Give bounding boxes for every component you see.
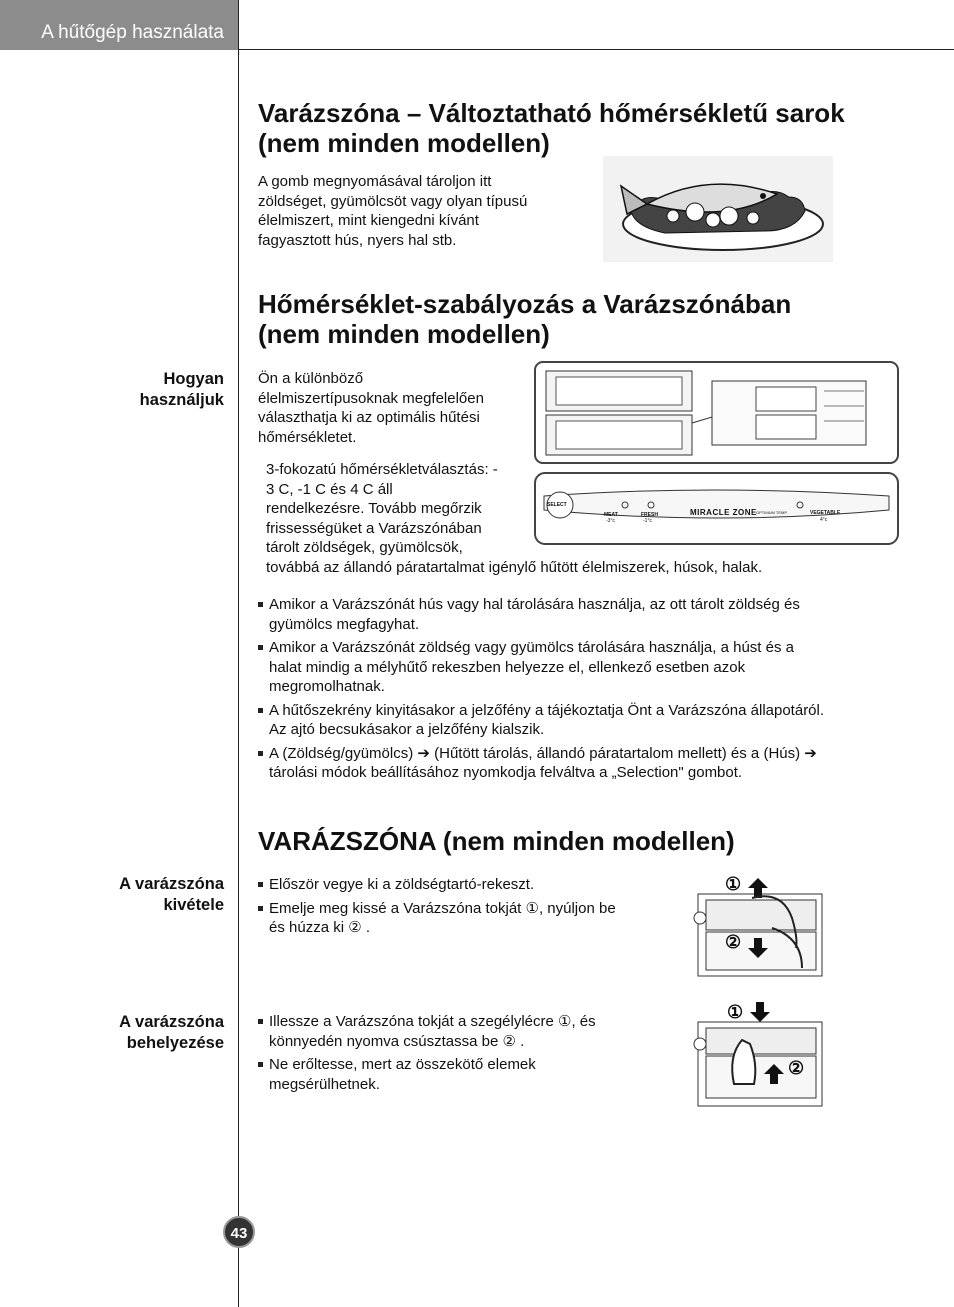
side-label-line: A varázszóna [119,1013,224,1031]
meat-temp: -3°c [606,518,615,524]
text-line: Ne erőltesse, mert az összekötő elemek [269,1056,536,1073]
text-line: tárolási módok beállításához nyomkodja felváltva a „Selection" gombot. [269,764,743,781]
text-line: élelmiszert, mint kiengedni kívánt [258,212,479,229]
text-line: frissességüket a Varázszónában [266,519,482,537]
text-line: hőmérsékletet. [258,428,357,446]
list-item [258,1012,678,1051]
side-label-line: A varázszóna [119,875,224,893]
list-item [258,701,878,740]
vegetable-temp: 4°c [820,517,828,523]
text-line: Ön a különböző [258,370,364,387]
text-line: Először vegye ki a zöldségtartó-rekeszt. [269,876,535,893]
section3-title-main: VARÁZSZÓNA [258,826,436,856]
step-marker-1: ① [725,874,742,894]
meat-label: MEAT [604,512,618,518]
text-line: könnyedén nyomva csúsztassa be ② . [269,1032,525,1050]
down-arrow-icon [750,1002,770,1022]
fresh-label: FRESH [641,512,658,518]
removal-figure [692,868,826,978]
section2-heading [258,289,791,349]
list-item [258,744,878,783]
vegetable-label: VEGETABLE [810,510,841,516]
page-number: 43 [223,1216,255,1248]
text-line: megsérülhetnek. [269,1075,380,1093]
insertion-bullet-list [258,1012,678,1098]
list-item [258,899,678,938]
side-label-removal [44,874,224,916]
text-line: fagyasztott hús, nyers hal stb. [258,231,457,249]
text-line: tárolt zöldségek, gyümölcsök, [266,539,463,556]
text-line: zöldséget, gyümölcsöt vagy olyan típusú [258,192,528,210]
text-line: élelmiszertípusoknak megfelelően [258,389,484,407]
list-item [258,638,878,697]
text-line: választhatja ki az optimális hűtési [258,409,480,426]
text-line: Amikor a Varázszónát zöldség vagy gyümölcs tárolására használja, a húst és a [269,639,794,656]
text-line: Emelje meg kissé a Varázszóna tokját ①, nyúljon be [269,899,616,917]
header-rule [238,49,954,50]
section1-text [258,172,578,250]
text-line: 3 C, -1 C és 4 C áll [266,480,393,498]
text-line: A (Zöldség/gyümölcs) ➔ (Hűtött tárolás, állandó páratartalom mellett) és a (Hús) ➔ [269,744,817,762]
insertion-figure-drawing [692,1000,826,1108]
list-item [258,595,878,634]
text-line: és húzza ki ② . [269,919,370,936]
insertion-figure [692,1000,826,1108]
text-line: A hűtőszekrény kinyitásakor a jelzőfény a tájékoztatja Önt a Varázszóna állapotáról. [269,701,825,719]
section2-title-line2: (nem minden modellen) [258,319,550,349]
section1-title-line1: Varázszóna – Változtatható hőmérsékletű sarok [258,98,845,128]
text-line: halat mindig a mélyhűtő rekeszben helyezze el, ellenkező esetben azok [269,658,746,676]
removal-bullet-list [258,875,678,942]
side-label-line: használjuk [139,391,224,409]
margin-rule [238,0,239,1307]
section2-title-line1: Hőmérséklet-szabályozás a Varázszónában [258,289,792,319]
text-line: Amikor a Varázszónát hús vagy hal tárolására használja, az ott tárolt zöldség és [269,596,800,613]
removal-figure-drawing [692,868,826,978]
brand-label: MIRACLE ZONE [690,508,757,517]
section1-title-line2: (nem minden modellen) [258,128,550,158]
fish-platter-illustration [603,156,833,262]
text-line: gyümölcs megfagyhat. [269,615,420,633]
fresh-temp: -1°c [643,518,652,524]
step-marker-2: ② [725,932,742,952]
side-label-how-to-use [44,369,224,411]
section3-heading [258,826,735,856]
text-line: Az ajtó becsukásakor a jelzőfény kialszik. [269,721,545,738]
text-line: megromolhatnak. [269,678,385,695]
list-item [258,875,678,895]
side-label-line: behelyezése [126,1034,224,1052]
section2-bullet-list [258,595,878,787]
side-label-insertion [44,1012,224,1054]
section-title: A hűtőgép használata [41,22,224,43]
section3-title-suffix: (nem minden modellen) [442,826,735,856]
text-line: rendelkezésre. Tovább megőrzik [266,500,482,517]
side-label-line: kivétele [163,896,224,914]
header-tab [0,0,238,50]
list-item [258,1055,678,1094]
step-marker-2: ② [788,1058,805,1078]
select-button: SELECT [547,502,567,508]
optimum-label: OPTIMUM TEMP. [756,510,788,515]
section2-intro [258,369,528,447]
control-panel-illustration [534,472,899,545]
text-line: A gomb megnyomásával tároljon itt [258,173,492,190]
step-marker-1: ① [727,1002,744,1022]
text-line: Illessze a Varázszóna tokját a szegélylécre ①, és [269,1013,596,1030]
section1-heading [258,98,845,158]
side-label-line: Hogyan [163,370,224,388]
text-line: továbbá az állandó páratartalmat igénylő hűtött élelmiszerek, húsok, halak. [266,558,763,576]
fridge-drawers-illustration [534,361,899,464]
text-line: 3-fokozatú hőmérsékletválasztás: - [266,461,498,478]
